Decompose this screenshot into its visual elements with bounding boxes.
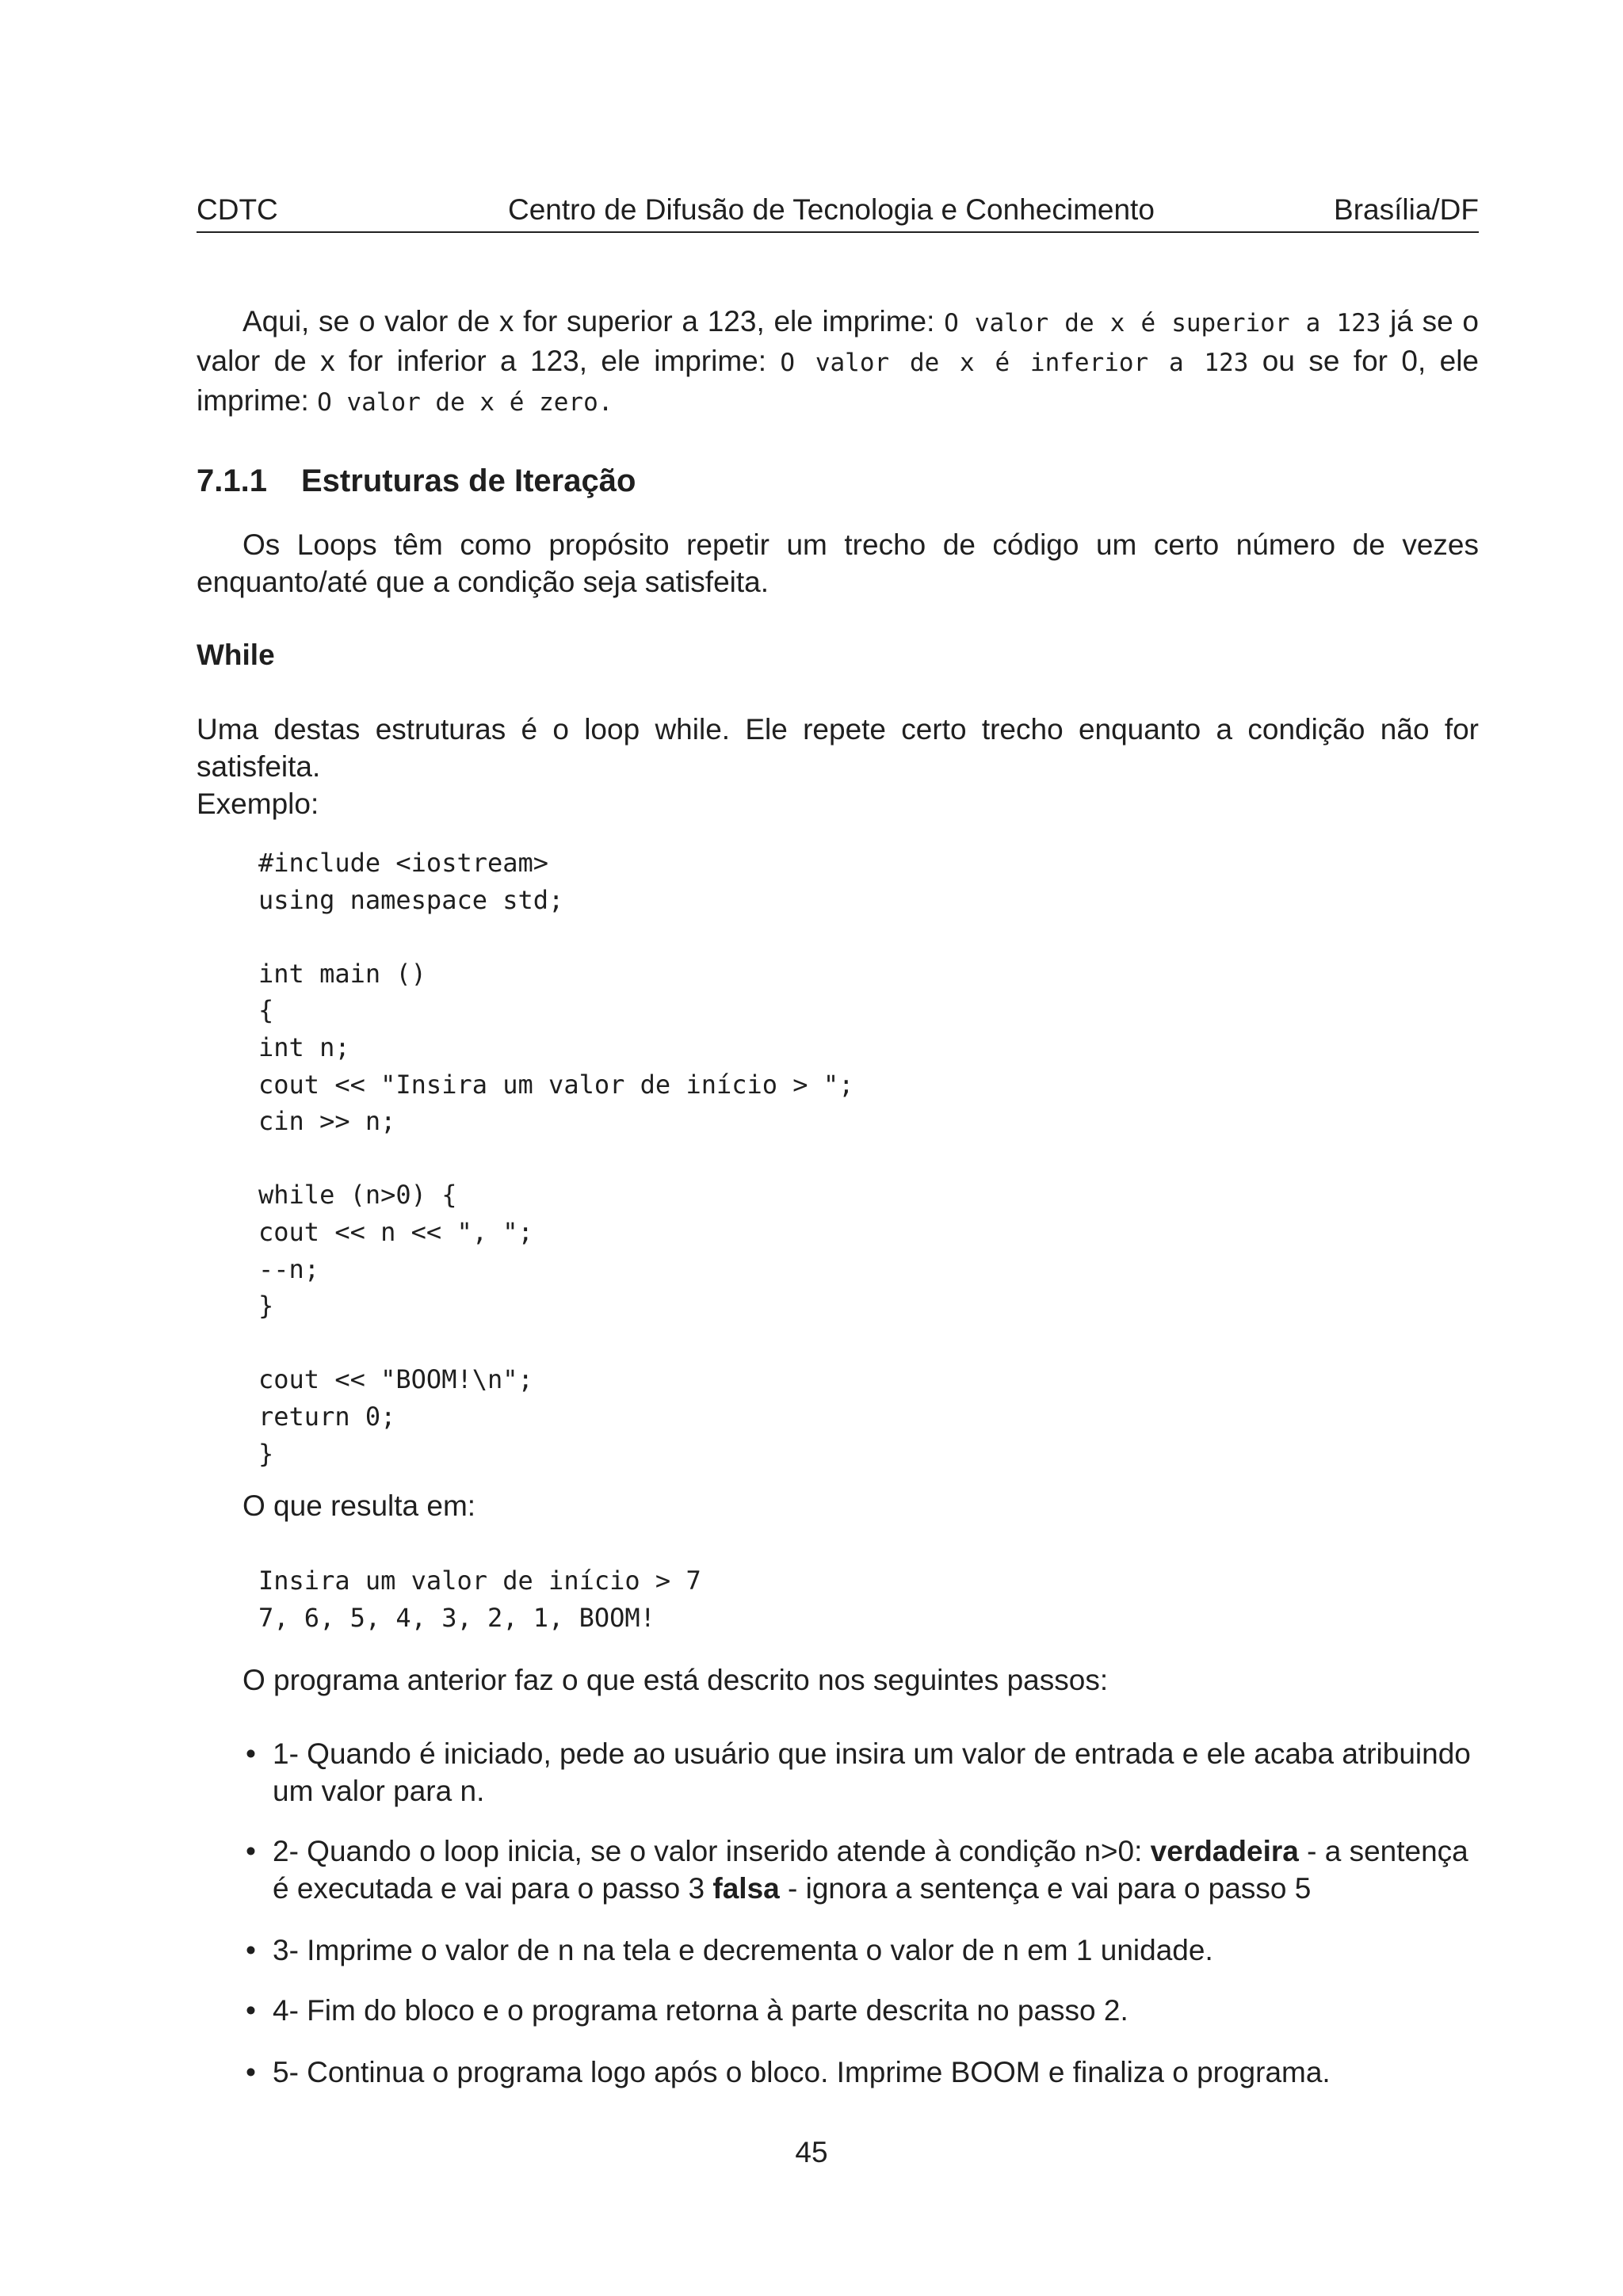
code-line: cout << "Insira um valor de início > ";: [258, 1069, 854, 1100]
code-line: return 0;: [258, 1401, 396, 1432]
section-title: Estruturas de Iteração: [301, 463, 636, 498]
intro-text-2: já se o valor de x for inferior a 123, ele imprime:: [197, 305, 1479, 377]
page-header: [197, 192, 1479, 233]
step2-false: falsa: [712, 1872, 780, 1905]
header-left: CDTC: [197, 193, 278, 226]
code-line: cout << n << ", ";: [258, 1216, 533, 1247]
list-item: • 1- Quando é iniciado, pede ao usuário que insira um valor de entrada e ele acaba atribuindo um valor para n.: [242, 1735, 1479, 1810]
output-line: Insira um valor de início > 7: [258, 1566, 701, 1596]
intro-text-1: Aqui, se o valor de x for superior a 123, ele imprime:: [242, 305, 945, 338]
while-heading: While: [197, 639, 275, 671]
step2-text-c: - a sentença é executada e vai para o passo 3: [273, 1835, 1468, 1905]
intro-code-2: O valor de x é inferior a 123: [780, 349, 1249, 377]
code-line: }: [258, 1438, 274, 1469]
list-item: • 4- Fim do bloco e o programa retorna à parte descrita no passo 2.: [242, 1992, 1479, 2029]
step2-text-a: 2- Quando o loop inicia, se o valor inserido atende à condição n>0:: [273, 1835, 1151, 1867]
output-block: [258, 1562, 701, 1636]
example-label: Exemplo:: [197, 788, 319, 820]
intro-code-3: O valor de x é zero.: [317, 388, 613, 417]
header-right: Brasília/DF: [1334, 193, 1479, 226]
code-line: using namespace std;: [258, 884, 564, 915]
code-line: [258, 1325, 854, 1362]
code-line: [258, 918, 854, 955]
list-item: [242, 1833, 1479, 1907]
code-line: cout << "BOOM!\n";: [258, 1364, 533, 1395]
code-line: int n;: [258, 1032, 350, 1062]
list-item: • 5- Continua o programa logo após o bloco. Imprime BOOM e finaliza o programa.: [242, 2054, 1479, 2091]
code-line: {: [258, 995, 274, 1026]
code-line: cin >> n;: [258, 1106, 396, 1137]
step2-true: verdadeira: [1150, 1835, 1299, 1867]
while-paragraph: Uma destas estruturas é o loop while. Ele repete certo trecho enquanto a condição não for satisfeita.: [197, 713, 1479, 783]
intro-code-1: O valor de x é superior a 123: [944, 309, 1381, 338]
intro-paragraph: [197, 303, 1479, 421]
result-label: O que resulta em:: [242, 1489, 476, 1522]
steps-intro: O programa anterior faz o que está descrito nos seguintes passos:: [242, 1664, 1109, 1696]
code-line: int main (): [258, 958, 426, 989]
step2-text-e: - ignora a sentença e vai para o passo 5: [779, 1872, 1312, 1905]
code-line: }: [258, 1291, 274, 1322]
intro-text-3: ou se for 0, ele imprime:: [197, 345, 1480, 417]
section-paragraph: Os Loops têm como propósito repetir um trecho de código um certo número de vezes enquanto/até que a condição seja satisfeita.: [197, 528, 1479, 598]
page-number: 45: [795, 2136, 828, 2168]
list-item: • 3- Imprime o valor de n na tela e decrementa o valor de n em 1 unidade.: [242, 1932, 1479, 1969]
code-line: [258, 1140, 854, 1177]
code-block: [258, 845, 854, 1472]
steps-list: [242, 1735, 1479, 2091]
section-number: 7.1.1: [197, 463, 267, 498]
header-center: Centro de Difusão de Tecnologia e Conhecimento: [508, 193, 1155, 226]
code-line: while (n>0) {: [258, 1180, 457, 1211]
code-line: #include <iostream>: [258, 848, 549, 878]
code-line: --n;: [258, 1253, 320, 1284]
output-line: 7, 6, 5, 4, 3, 2, 1, BOOM!: [258, 1602, 655, 1633]
section-heading: [197, 463, 636, 499]
